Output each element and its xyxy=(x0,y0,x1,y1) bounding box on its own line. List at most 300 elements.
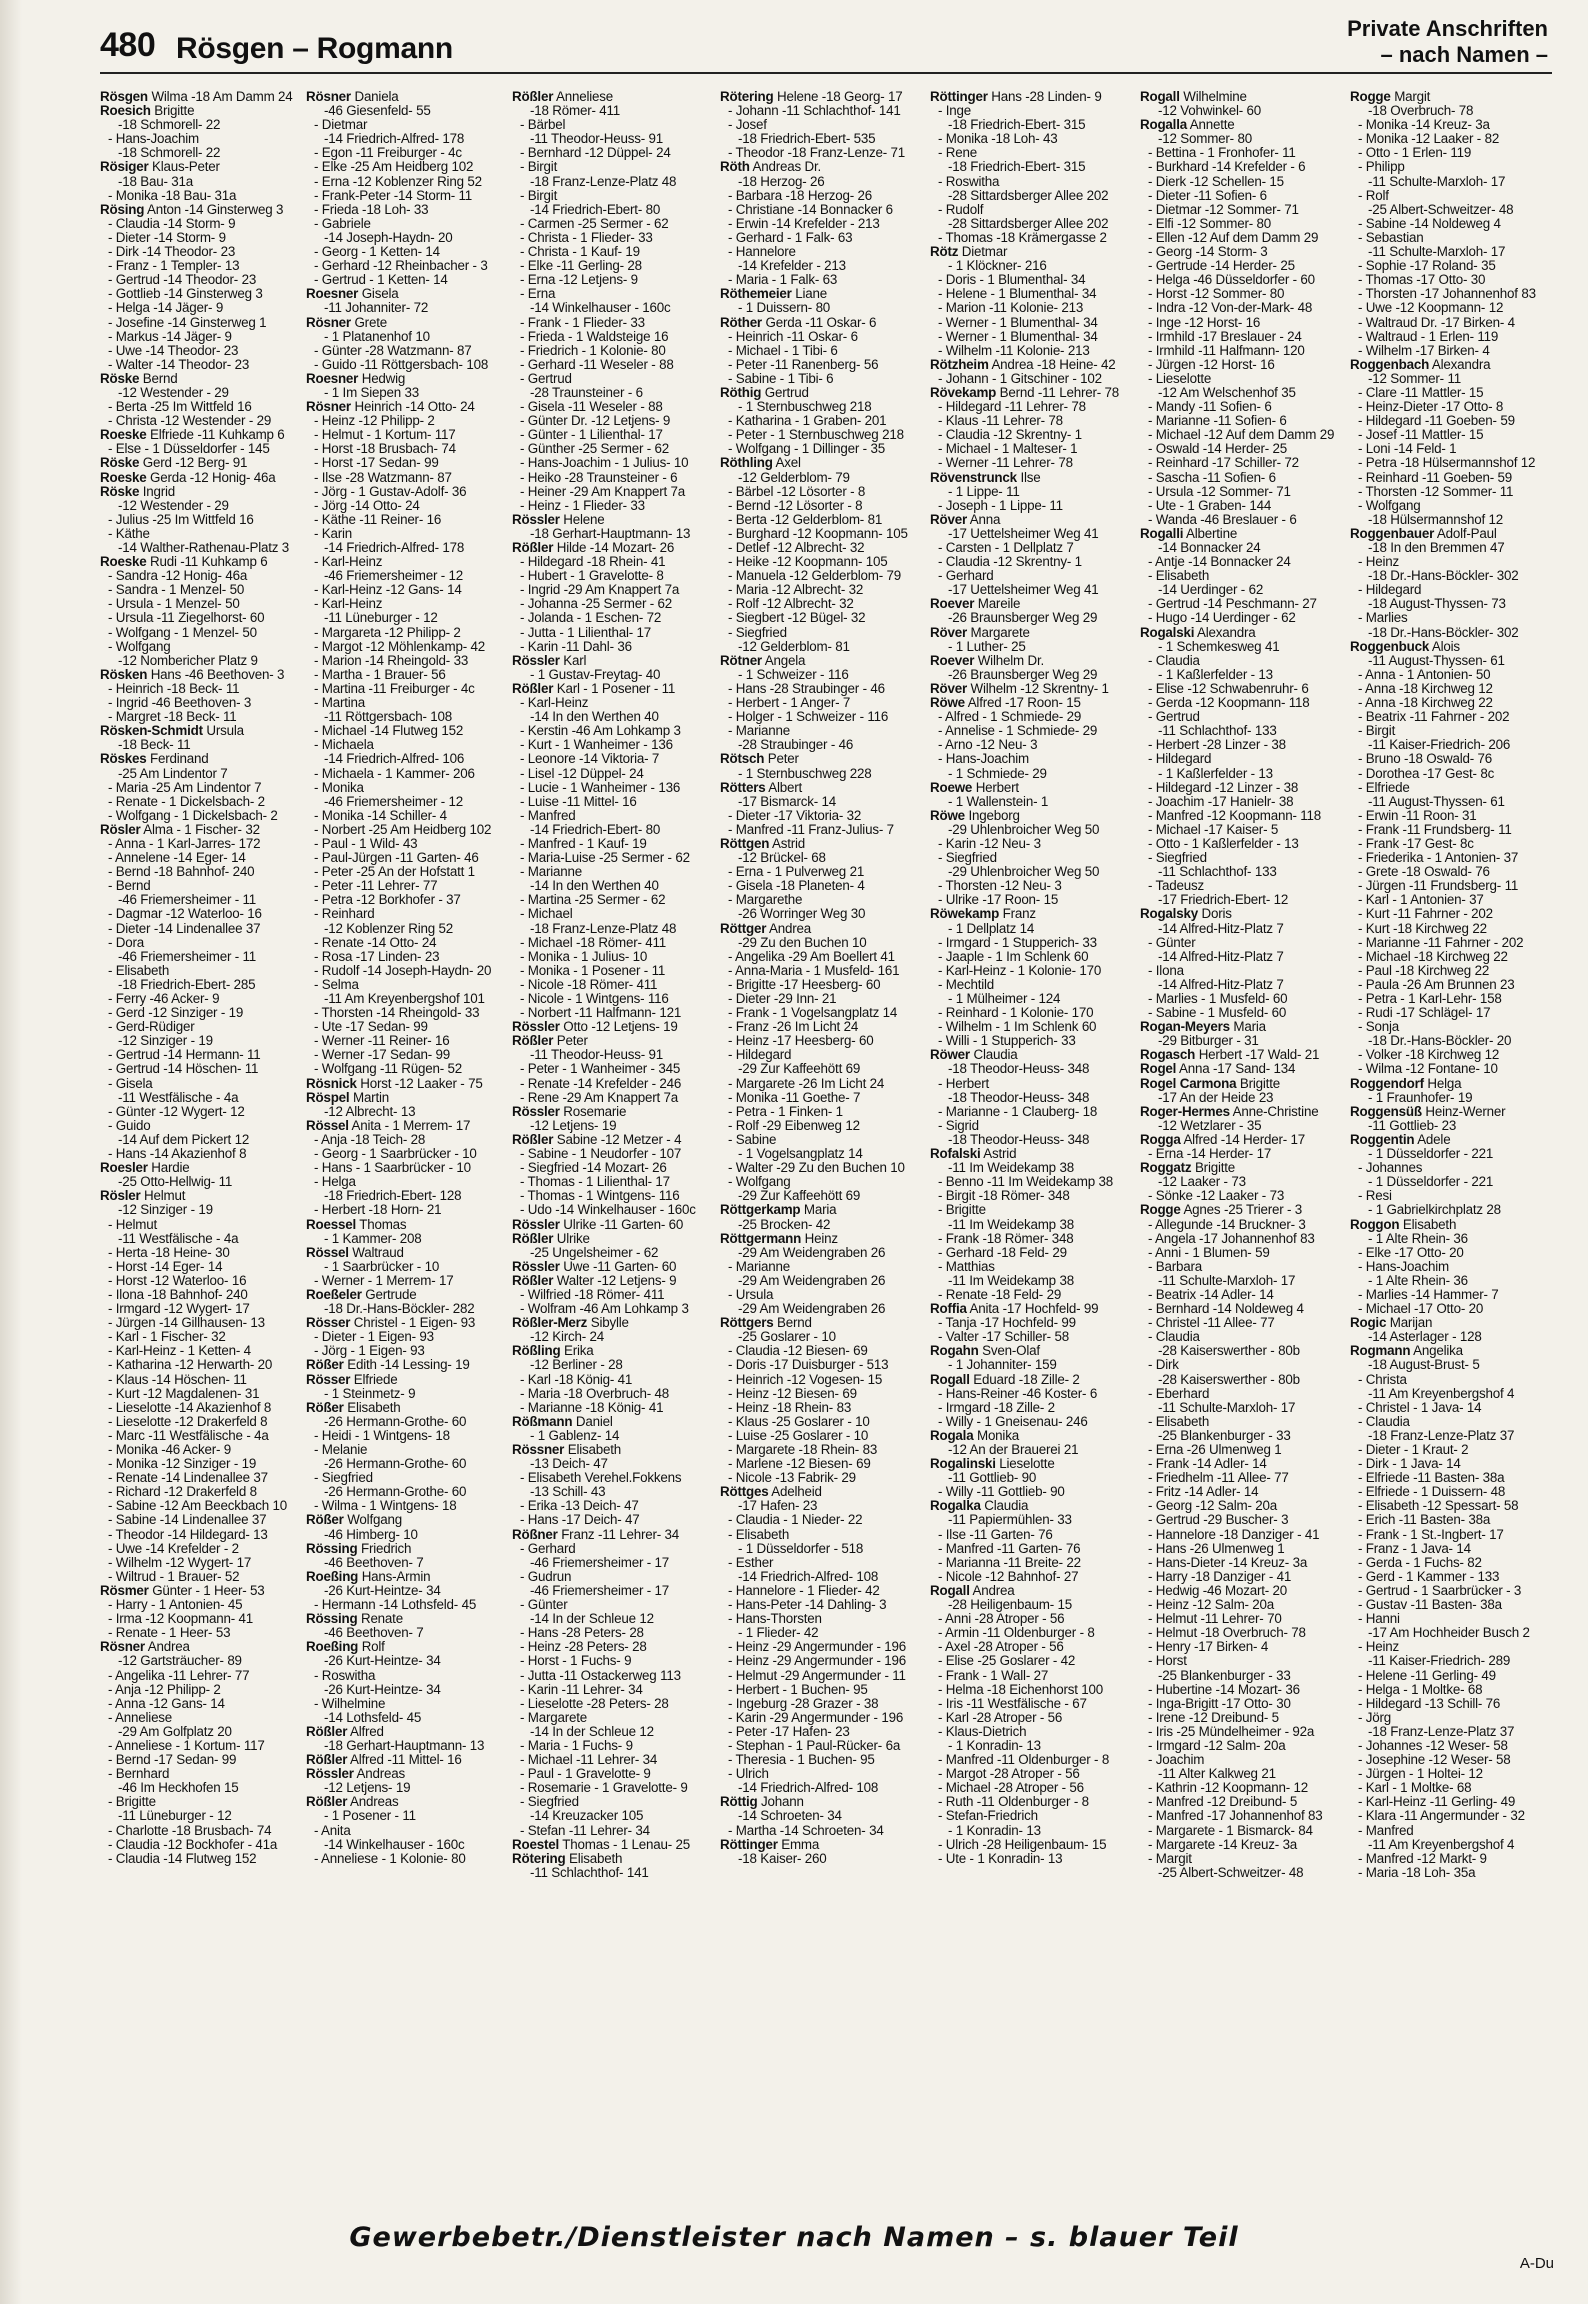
person-entry: - Günter -12 Wygert- 12 xyxy=(108,1104,245,1119)
person-entry: - Angelika -29 Am Boellert 41 xyxy=(728,949,895,964)
address-continuation: -18 Franz-Lenze-Platz 37 xyxy=(1368,1428,1515,1443)
address-continuation: -12 Am Welschenhof 35 xyxy=(1158,385,1296,400)
person-entry: - Elisabeth xyxy=(728,1527,790,1542)
address-continuation: -12 Sinziger - 19 xyxy=(118,1203,213,1218)
surname-entry xyxy=(306,1091,509,1105)
person-entry: - Karl-Heinz - 1 Ketten- 4 xyxy=(108,1344,251,1359)
person-entry: - Ellen -12 Auf dem Damm 29 xyxy=(1148,230,1319,245)
first-name: Alfred xyxy=(350,1753,384,1768)
first-name: Sven-Olaf xyxy=(982,1344,1040,1359)
person-entry: - Margret -18 Beck- 11 xyxy=(108,710,237,725)
surname-entry xyxy=(1140,626,1346,640)
surname: Röwer xyxy=(930,1048,970,1063)
person-entry: - Wilma - 1 Wintgens- 18 xyxy=(314,1499,457,1514)
address-continuation: -11 Theodor-Heuss- 91 xyxy=(530,132,664,147)
person-entry: - Hans -28 Peters- 28 xyxy=(520,1626,644,1641)
first-name: Grete xyxy=(354,315,387,330)
person-entry: - Julius -25 Im Wittfeld 16 xyxy=(108,512,254,527)
person-entry: - Elfriede xyxy=(1358,780,1410,795)
surname: Rötner xyxy=(720,653,762,668)
person-entry: - Beatrix -14 Adler- 14 xyxy=(1148,1287,1274,1302)
surname-entry xyxy=(930,1429,1135,1443)
address-continuation: -12 Wetzlarer - 35 xyxy=(1158,1118,1262,1133)
surname-entry xyxy=(720,1203,926,1217)
address-continuation: - 1 Düsseldorfer - 221 xyxy=(1368,1147,1494,1162)
person-entry: - Georg -12 Salm- 20a xyxy=(1148,1499,1278,1514)
surname: Rogasch xyxy=(1140,1048,1196,1063)
address-continuation: -46 Himberg- 10 xyxy=(324,1527,418,1542)
first-name: Helga xyxy=(1427,1076,1462,1091)
address: -14 Lessing- 19 xyxy=(380,1358,470,1373)
first-name: Andreas xyxy=(356,1767,405,1782)
surname-entry xyxy=(1350,1077,1555,1091)
person-entry: - Doris - 1 Blumenthal- 34 xyxy=(938,273,1086,288)
person-entry: - Armin -11 Oldenburger - 8 xyxy=(938,1626,1095,1641)
person-entry: - Marianne xyxy=(520,865,583,880)
person-entry: - Christiane -14 Bonnacker 6 xyxy=(728,202,893,217)
person-entry: - Hans - 1 Saarbrücker - 10 xyxy=(314,1161,471,1176)
address-continuation: - 1 Alte Rhein- 36 xyxy=(1368,1231,1468,1246)
address-continuation: -25 Otto-Hellwig- 11 xyxy=(118,1175,233,1190)
surname: Rogel Carmona xyxy=(1140,1076,1237,1091)
person-entry: - Sabine -14 Noldeweg 4 xyxy=(1358,216,1501,231)
person-entry: - Brigitte xyxy=(108,1795,156,1810)
person-entry: - Günter xyxy=(520,1598,568,1613)
surname: Rößler xyxy=(512,681,554,696)
address-continuation: -25 Blankenburger - 33 xyxy=(1158,1668,1291,1683)
person-entry: - Johannes xyxy=(1358,1161,1423,1176)
address: -11 Oskar- 6 xyxy=(805,315,877,330)
person-entry: - Anna - 1 Karl-Jarres- 172 xyxy=(108,836,261,851)
surname-entry xyxy=(1140,1020,1346,1034)
person-entry: - Wolfram -46 Am Lohkamp 3 xyxy=(520,1302,689,1317)
person-entry: - Doris -17 Duisburger - 513 xyxy=(728,1358,889,1373)
address-continuation: -18 Gerhart-Hauptmann- 13 xyxy=(530,526,691,541)
surname: Röthling xyxy=(720,456,773,471)
person-entry: - Reinhard - 1 Kolonie- 170 xyxy=(938,1006,1094,1021)
address-continuation: -46 Beethoven- 7 xyxy=(324,1555,424,1570)
address: -12 Metzer - 4 xyxy=(600,1132,682,1147)
surname-entry xyxy=(930,245,1135,259)
person-entry: - Margit xyxy=(1148,1851,1192,1866)
surname: Rößler xyxy=(512,90,554,104)
person-entry: - Werner -11 Lehrer- 78 xyxy=(938,456,1073,471)
person-entry: - Volker -18 Kirchweg 12 xyxy=(1358,1048,1500,1063)
person-entry: - Siegfried xyxy=(728,625,787,640)
person-entry: - Michael - 1 Malteser- 1 xyxy=(938,442,1078,457)
person-entry: - Arno -12 Neu- 3 xyxy=(938,738,1038,753)
surname-entry xyxy=(1140,1048,1346,1062)
person-entry: - Bernhard -14 Noldeweg 4 xyxy=(1148,1302,1304,1317)
address-continuation: - 1 Gustav-Freytag- 40 xyxy=(530,667,661,682)
first-name: Elisabeth xyxy=(567,1443,622,1457)
person-entry: - Anneliese - 1 Kolonie- 80 xyxy=(314,1851,466,1866)
address-continuation: - 1 Steinmetz- 9 xyxy=(324,1386,416,1401)
person-entry: - Peter -25 An der Hofstatt 1 xyxy=(314,865,475,880)
person-entry: - Heinz -28 Peters- 28 xyxy=(520,1640,647,1655)
address-continuation: -11 Theodor-Heuss- 91 xyxy=(530,1048,664,1063)
person-entry: - Willy -11 Gottlieb- 90 xyxy=(938,1485,1065,1500)
surname-entry xyxy=(930,654,1135,668)
person-entry: - Heinrich -11 Oskar- 6 xyxy=(728,329,858,344)
person-entry: - Karl - 1 Antonien- 37 xyxy=(1358,893,1484,908)
person-entry: - Heinz -12 Salm- 20a xyxy=(1148,1598,1275,1613)
surname: Rötzheim xyxy=(930,357,989,372)
surname: Rötters xyxy=(720,780,766,795)
address: -11 Kuhkamp 6 xyxy=(197,428,285,443)
person-entry: - Irmgard -12 Wygert- 17 xyxy=(108,1302,250,1317)
person-entry: - Anna - 1 Antonien- 50 xyxy=(1358,667,1491,682)
person-entry: - Maria -18 Overbruch- 48 xyxy=(520,1386,670,1401)
surname: Roggendorf xyxy=(1350,1076,1424,1091)
person-entry: - Claudia -12 Biesen- 69 xyxy=(728,1344,868,1359)
address-continuation: -14 Winkelhauser - 160c xyxy=(324,1837,465,1852)
surname-entry xyxy=(306,287,509,301)
person-entry: - Bernhard xyxy=(108,1767,170,1782)
surname-entry xyxy=(306,1542,509,1556)
address-continuation: -12 Brückel- 68 xyxy=(738,851,826,866)
person-entry: - Michaela - 1 Kammer- 206 xyxy=(314,766,475,781)
person-entry: - Sabine - 1 Neudorfer - 107 xyxy=(520,1147,682,1162)
person-entry: - Dirk - 1 Java- 14 xyxy=(1358,1457,1461,1472)
surname: Röthemeier xyxy=(720,287,792,302)
first-name: Herbert xyxy=(1198,1048,1242,1063)
first-name: Franz xyxy=(1002,907,1036,922)
person-entry: - Jürgen -12 Horst- 16 xyxy=(1148,357,1275,372)
page-title: Rösgen – Rogmann xyxy=(176,32,453,65)
person-entry: - Jürgen -11 Frundsberg- 11 xyxy=(1358,879,1519,894)
surname-entry xyxy=(306,1767,509,1781)
surname: Rösner xyxy=(306,400,351,415)
person-entry: - Martina xyxy=(314,696,366,711)
surname-entry xyxy=(930,1302,1135,1316)
address-continuation: -14 Friedrich-Alfred- 106 xyxy=(324,752,465,767)
person-entry: - Johann -11 Schlachthof- 141 xyxy=(728,104,901,119)
person-entry: - Gisela -18 Planeten- 4 xyxy=(728,879,865,894)
person-entry: - Ursula - 1 Menzel- 50 xyxy=(108,597,240,612)
address-continuation: -29 Uhlenbroicher Weg 50 xyxy=(948,865,1100,880)
person-entry: - Ilse -28 Watzmann- 87 xyxy=(314,470,452,485)
first-name: Angelika xyxy=(1413,1344,1463,1359)
surname: Rösken xyxy=(100,667,148,682)
surname-entry xyxy=(930,626,1135,640)
person-entry: - Ulrike -17 Roon- 15 xyxy=(938,893,1059,908)
person-entry: - Luise -25 Goslarer - 10 xyxy=(728,1428,869,1443)
person-entry: - Frank - 1 Flieder- 33 xyxy=(520,315,645,330)
person-entry: - Michael -14 Flutweg 152 xyxy=(314,724,464,739)
surname-entry xyxy=(306,316,509,330)
surname: Rösler xyxy=(100,1189,141,1204)
surname-entry xyxy=(930,1373,1135,1387)
address-continuation: -11 Schulte-Marxloh- 17 xyxy=(1158,1400,1296,1415)
address-continuation: -14 Bonnacker 24 xyxy=(1158,541,1261,555)
person-entry: - Nicole -18 Römer- 411 xyxy=(520,977,658,992)
person-entry: - Frank -14 Adler- 14 xyxy=(1148,1457,1267,1472)
person-entry: - Irmgard -12 Salm- 20a xyxy=(1148,1738,1286,1753)
person-entry: - Gisela xyxy=(108,1076,153,1091)
person-entry: - Karin xyxy=(314,526,353,541)
address-continuation: -11 Am Kreyenbergshof 4 xyxy=(1368,1386,1515,1401)
person-entry: - Gertrud -14 Höschen- 11 xyxy=(108,1062,259,1077)
person-entry: - Anni - 1 Blumen- 59 xyxy=(1148,1245,1270,1260)
surname: Rößler xyxy=(512,1231,554,1246)
address-continuation: -14 Friedrich-Alfred- 178 xyxy=(324,541,465,555)
person-entry: - Petra - 1 Karl-Lehr- 158 xyxy=(1358,992,1502,1006)
person-entry: - Christa xyxy=(1358,1372,1407,1387)
surname-entry xyxy=(930,358,1135,372)
surname: Rößer xyxy=(306,1400,344,1415)
surname-entry xyxy=(306,1570,509,1584)
first-name: Hilde xyxy=(556,541,587,555)
surname: Rösiger xyxy=(100,160,149,175)
person-entry: - Horst -12 Waterloo- 16 xyxy=(108,1273,247,1288)
person-entry: - Monika - 1 Posener - 11 xyxy=(520,963,666,978)
surname-entry xyxy=(512,1415,717,1429)
section-title-line2: – nach Namen – xyxy=(1380,42,1548,67)
surname-entry xyxy=(720,456,926,470)
surname-entry xyxy=(306,1246,509,1260)
person-entry: - Jörg - 1 Gustav-Adolf- 36 xyxy=(314,484,467,499)
person-entry: - Burkhard -14 Krefelder - 6 xyxy=(1148,160,1306,175)
person-entry: - Ilse -11 Garten- 76 xyxy=(938,1527,1053,1542)
address-continuation: -18 Dr.-Hans-Böckler- 20 xyxy=(1368,1034,1512,1049)
person-entry: - Thomas -18 Krämergasse 2 xyxy=(938,230,1107,245)
address-continuation: -28 Heiligenbaum- 15 xyxy=(948,1598,1073,1613)
surname-entry xyxy=(930,781,1135,795)
first-name: Liane xyxy=(795,287,827,302)
person-entry: - Joachim -17 Hanielr- 38 xyxy=(1148,794,1294,809)
first-name: Helene xyxy=(563,512,605,527)
person-entry: - Kathrin -12 Koopmann- 12 xyxy=(1148,1781,1309,1796)
surname: Rogall xyxy=(1140,90,1180,104)
person-entry: - Michael xyxy=(520,907,573,922)
address-continuation: -11 Im Weidekamp 38 xyxy=(948,1161,1074,1176)
address-continuation: -14 Friedrich-Alfred- 108 xyxy=(738,1781,879,1796)
first-name: Annette xyxy=(1189,118,1235,133)
surname: Rößler xyxy=(306,1753,348,1768)
surname-entry xyxy=(930,809,1135,823)
first-name: Anton xyxy=(146,202,181,217)
first-name: Ursula xyxy=(206,724,244,739)
person-entry: - Franz - 1 Java- 14 xyxy=(1358,1541,1471,1556)
section-title xyxy=(1347,16,1548,68)
address-continuation: -14 In den Werthen 40 xyxy=(530,879,659,894)
person-entry: - Birgit -18 Römer- 348 xyxy=(938,1189,1070,1204)
first-name: Hans-Armin xyxy=(361,1569,431,1584)
address-continuation: - 1 Kaßlerfelder - 13 xyxy=(1158,766,1273,781)
address-continuation: - 1 Fraunhofer- 19 xyxy=(1368,1090,1473,1105)
address-continuation: -18 Theodor-Heuss- 348 xyxy=(948,1062,1090,1077)
first-name: Maria xyxy=(803,1203,837,1218)
surname: Rogalski xyxy=(1140,625,1195,640)
person-entry: - Anna -18 Kirchweg 12 xyxy=(1358,681,1493,696)
surname: Roggenbauer xyxy=(1350,526,1435,541)
surname: Rösner xyxy=(306,315,351,330)
surname: Röske xyxy=(100,371,140,386)
person-entry: - Indra -12 Von-der-Mark- 48 xyxy=(1148,301,1313,316)
person-entry: - Heinrich -12 Vogesen- 15 xyxy=(728,1372,883,1387)
surname-entry xyxy=(512,90,717,104)
surname-entry xyxy=(1350,1344,1555,1358)
person-entry: - Werner -11 Reiner- 16 xyxy=(314,1034,450,1049)
person-entry: - Josef xyxy=(728,118,767,133)
surname-entry xyxy=(100,1584,303,1598)
person-entry: - Dietmar xyxy=(314,118,368,133)
person-entry: - Hannelore xyxy=(728,245,796,260)
person-entry: - Peter -17 Hafen- 23 xyxy=(728,1724,850,1739)
address: -11 Mittel- 16 xyxy=(387,1753,462,1768)
address-continuation: -11 Lüneburger - 12 xyxy=(324,611,438,626)
person-entry: - Anna -18 Kirchweg 22 xyxy=(1358,696,1493,711)
address: -11 Kuhkamp 6 xyxy=(180,555,268,570)
person-entry: - Elisabeth xyxy=(1148,569,1210,584)
surname-entry xyxy=(720,922,926,936)
first-name: Horst xyxy=(360,1076,392,1091)
address-continuation: -28 Sittardsberger Allee 202 xyxy=(948,216,1109,231)
surname: Rössler xyxy=(512,1217,560,1232)
first-name: Gerda xyxy=(149,470,187,485)
address-continuation: -18 Dr.-Hans-Böckler- 282 xyxy=(324,1302,475,1317)
surname: Rössel xyxy=(306,1118,349,1133)
address-continuation: -11 Lüneburger - 12 xyxy=(118,1809,232,1824)
person-entry: - Guido xyxy=(108,1118,151,1133)
person-entry: - Renate - 1 Heer- 53 xyxy=(108,1626,231,1641)
person-entry: - Sascha -11 Sofien- 6 xyxy=(1148,470,1276,485)
person-entry: - Karl-Heinz -11 Gerling- 49 xyxy=(1358,1795,1516,1810)
first-name: Thomas xyxy=(562,1837,610,1852)
person-entry: - Alfred - 1 Schmiede- 29 xyxy=(938,710,1082,725)
surname-entry xyxy=(100,724,303,738)
first-name: Klaus-Peter xyxy=(152,160,220,175)
person-entry: - Johannes -12 Weser- 58 xyxy=(1358,1738,1508,1753)
first-name: Alois xyxy=(1431,639,1460,654)
address-continuation: -29 Am Weidengraben 26 xyxy=(738,1273,886,1288)
person-entry: - Rosemarie - 1 Gravelotte- 9 xyxy=(520,1781,688,1796)
person-entry: - Jörg -14 Otto- 24 xyxy=(314,498,420,513)
person-entry: - Elise -12 Schwabenruhr- 6 xyxy=(1148,681,1309,696)
surname-entry xyxy=(306,90,509,104)
person-entry: - Helga xyxy=(314,1175,356,1190)
first-name: Claudia xyxy=(984,1499,1029,1514)
surname-entry xyxy=(720,1795,926,1809)
address-continuation: -14 Auf dem Pickert 12 xyxy=(118,1132,250,1147)
first-name: Alma xyxy=(143,822,173,837)
surname-entry xyxy=(100,555,303,569)
address-continuation: -25 Albert-Schweitzer- 48 xyxy=(1368,202,1514,217)
surname-entry xyxy=(930,1499,1135,1513)
person-entry: - Michael -11 Lehrer- 34 xyxy=(520,1753,658,1768)
person-entry: - Renate -18 Feld- 29 xyxy=(938,1287,1062,1302)
person-entry: - Rudolf -14 Joseph-Haydn- 20 xyxy=(314,963,492,978)
person-entry: - Herta -18 Heine- 30 xyxy=(108,1245,230,1260)
first-name: Alexandra xyxy=(1431,357,1491,372)
person-entry: - Tanja -17 Hochfeld- 99 xyxy=(938,1316,1076,1331)
person-entry: - Siegfried xyxy=(938,851,997,866)
address-continuation: -14 Alfred-Hitz-Platz 7 xyxy=(1158,977,1284,992)
address-continuation: -18 Friedrich-Ebert- 128 xyxy=(324,1189,462,1204)
person-entry: - Hubertine -14 Mozart- 36 xyxy=(1148,1682,1300,1697)
surname-entry xyxy=(512,1105,717,1119)
first-name: Hans xyxy=(150,667,182,682)
person-entry: - Heinz - 1 Flieder- 33 xyxy=(520,498,645,513)
address-continuation: - 1 Düsseldorfer - 221 xyxy=(1368,1175,1494,1190)
person-entry: - Manfred xyxy=(520,808,576,823)
address-continuation: -18 Friedrich-Ebert- 535 xyxy=(738,132,876,147)
person-entry: - Norbert -25 Am Heidberg 102 xyxy=(314,822,492,837)
address-continuation: -12 An der Brauerei 21 xyxy=(948,1443,1079,1457)
address-continuation: -12 Albrecht- 13 xyxy=(324,1104,416,1119)
person-entry: - Sandra -12 Honig- 46a xyxy=(108,569,248,584)
address-continuation: -12 Nombericher Platz 9 xyxy=(118,653,258,668)
first-name: Helmut xyxy=(144,1189,186,1204)
person-entry: - Brigitte xyxy=(938,1203,986,1218)
person-entry: - Gerhard -11 Weseler - 88 xyxy=(520,357,674,372)
person-entry: - Christa - 1 Kauf- 19 xyxy=(520,245,640,260)
person-entry: - Karl-Heinz xyxy=(520,696,589,711)
address-continuation: -28 Straubinger - 46 xyxy=(738,738,854,753)
surname: Rößer xyxy=(306,1358,344,1373)
surname: Roeske xyxy=(100,428,147,443)
surname: Rogmann xyxy=(1350,1344,1411,1359)
surname: Rötering xyxy=(512,1851,566,1866)
person-entry: - Christa -12 Westender - 29 xyxy=(108,414,272,429)
first-name: Anita xyxy=(969,1302,1000,1317)
surname: Roggenbach xyxy=(1350,357,1430,372)
surname-entry xyxy=(930,1457,1135,1471)
person-entry: - Elke -17 Otto- 20 xyxy=(1358,1245,1464,1260)
person-entry: - Eberhard xyxy=(1148,1386,1210,1401)
surname: Röttgers xyxy=(720,1316,774,1331)
surname-entry xyxy=(512,1260,717,1274)
person-entry: - Luise -11 Mittel- 16 xyxy=(520,794,637,809)
first-name: Helene xyxy=(776,90,819,104)
first-name: Adolf-Paul xyxy=(1436,526,1497,541)
surname: Rösgen xyxy=(100,90,148,104)
address-continuation: -18 Franz-Lenze-Platz 48 xyxy=(530,921,677,936)
person-entry: - Marion -11 Kolonie- 213 xyxy=(938,301,1084,316)
person-entry: - Uwe -14 Theodor- 23 xyxy=(108,343,239,358)
address-continuation: -29 Uhlenbroicher Weg 50 xyxy=(948,822,1100,837)
address: -18 Am Damm 24 xyxy=(191,90,293,104)
address-continuation: -25 Ungelsheimer - 62 xyxy=(530,1245,659,1260)
person-entry: - Fritz -14 Adler- 14 xyxy=(1148,1485,1259,1500)
person-entry: - Anja -12 Philipp- 2 xyxy=(108,1682,221,1697)
person-entry: - Manfred -12 Dreibund- 5 xyxy=(1148,1795,1298,1810)
person-entry: - Kurt -18 Kirchweg 22 xyxy=(1358,921,1487,936)
person-entry: - Otto - 1 Erlen- 119 xyxy=(1358,146,1472,161)
address-continuation: -12 Letjens- 19 xyxy=(324,1781,411,1796)
person-entry: - Manfred -12 Markt- 9 xyxy=(1358,1851,1487,1866)
person-entry: - Horst -18 Brusbach- 74 xyxy=(314,442,456,457)
person-entry: - Irmhild -17 Breslauer - 24 xyxy=(1148,329,1302,344)
person-entry: - Stefan -11 Lehrer- 34 xyxy=(520,1823,650,1838)
first-name: Wilhelmine xyxy=(1183,90,1247,104)
person-entry: - Rudi -17 Schlägel- 17 xyxy=(1358,1006,1491,1021)
address-continuation: -11 Schlachthof- 133 xyxy=(1158,724,1277,739)
person-entry: - Bernd -12 Lösorter - 8 xyxy=(728,498,863,513)
surname: Rößler-Merz xyxy=(512,1316,588,1331)
person-entry: - Otto - 1 Kaßlerfelder - 13 xyxy=(1148,836,1299,851)
person-entry: - Martha -14 Schroeten- 34 xyxy=(728,1823,884,1838)
first-name: Heinrich xyxy=(354,400,402,415)
surname-entry xyxy=(306,372,509,386)
surname: Rogge xyxy=(1350,90,1391,104)
surname-entry xyxy=(100,1161,303,1175)
person-entry: - Else - 1 Düsseldorfer - 145 xyxy=(108,442,270,457)
first-name: Gertrude xyxy=(365,1287,417,1302)
first-name: Wilhelm Dr. xyxy=(977,653,1044,668)
address-continuation: -18 Hülsermannshof 12 xyxy=(1368,512,1503,527)
